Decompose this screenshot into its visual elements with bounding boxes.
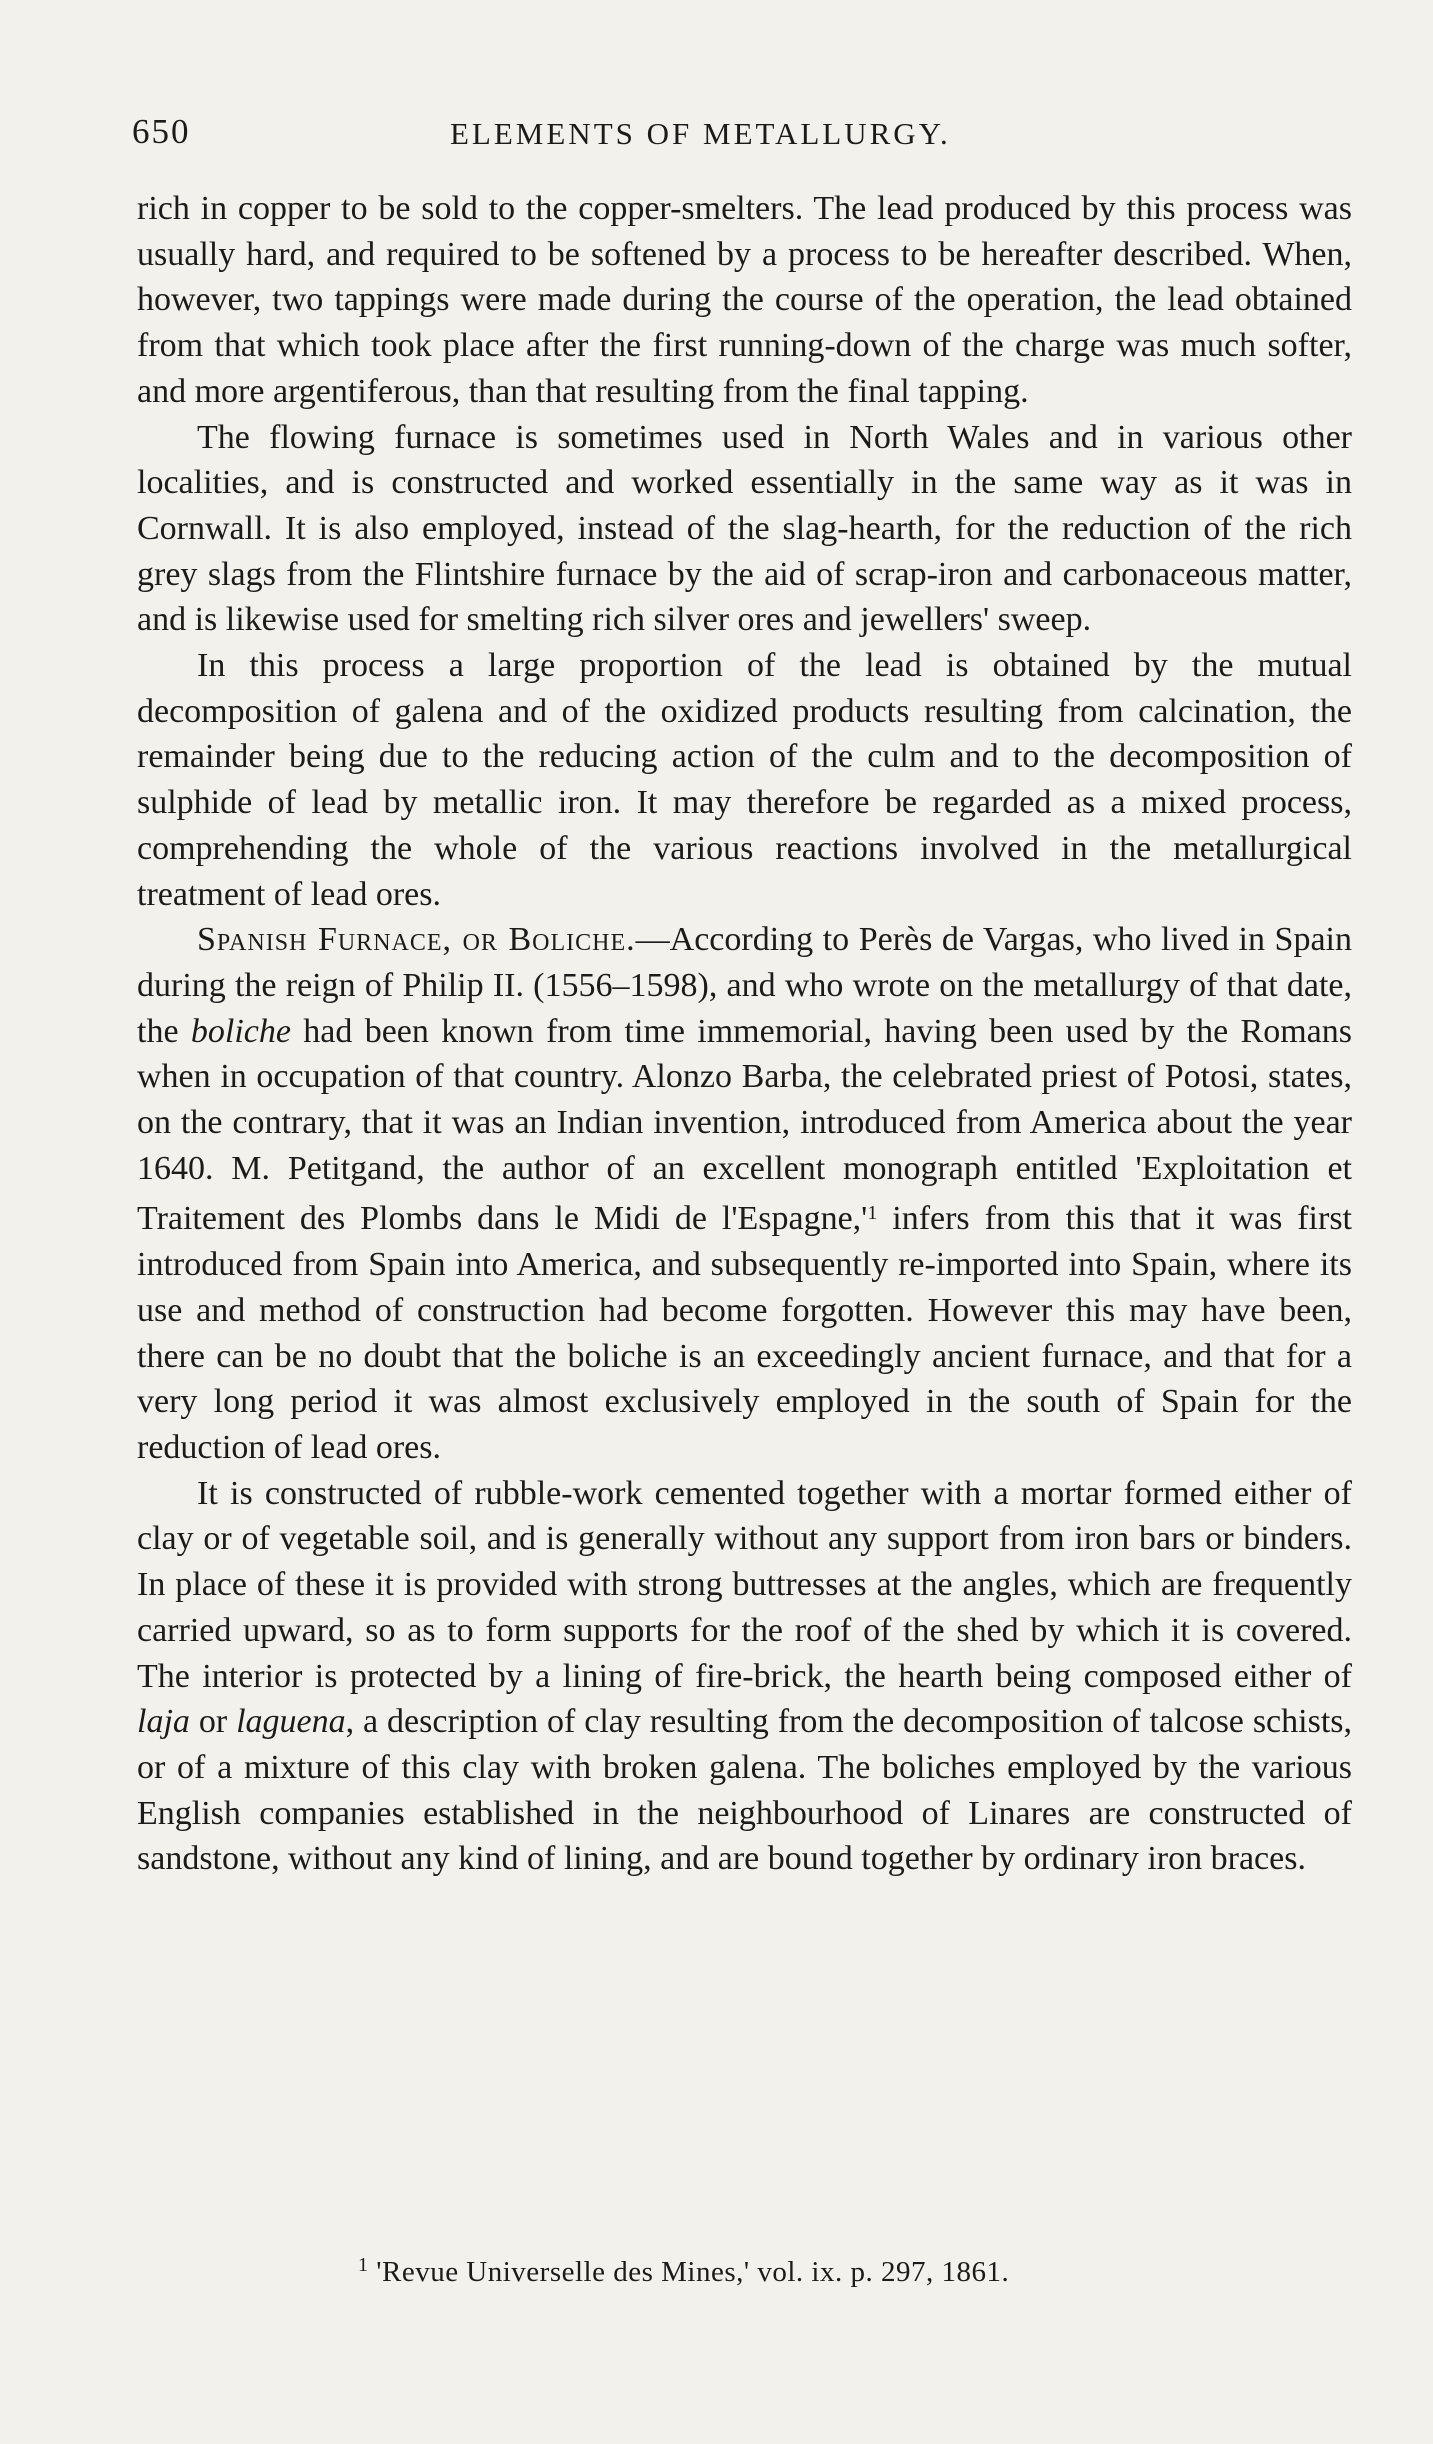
paragraph-4-text-3: infers from this that it was first introduced from Spain into America, and subsequently re-imported into Spain, where its use and method of construction had become forgotten. However this may have been, there can be no doubt that the boliche is an exceedingly ancient furnace, and that for a very long period it was almost exclusively employed in the south of Spain for the reduction of lead ores.	[137, 1200, 1353, 1466]
paragraph-4-italic-boliche: boliche	[190, 1012, 291, 1050]
page-body	[137, 186, 1352, 1882]
footnote-reference: 1	[867, 1202, 878, 1225]
section-heading: Spanish Furnace, or Boliche.	[197, 921, 636, 959]
paragraph-1: rich in copper to be sold to the copper-smelters. The lead produced by this process was usually hard, and required to be softened by a process to be hereafter described. When, however, two tappings were made during the course of the operation, the lead obtained from that which took place after the first running-down of the charge was much softer, and more argentiferous, than that resulting from the final tapping.	[137, 190, 1352, 410]
paragraph-5-italic-laguena: laguena	[236, 1703, 346, 1741]
page-header	[132, 112, 1352, 162]
paragraph-4	[137, 917, 1352, 1470]
paragraph-2: The flowing furnace is sometimes used in North Wales and in various other localities, and is constructed and worked essentially in the same way as it was in Cornwall. It is also employed, instead of the slag-hearth, for the reduction of the rich grey slags from the Flintshire furnace by the aid of scrap-iron and carbonaceous matter, and is likewise used for smelting rich silver ores and jewellers' sweep.	[137, 418, 1352, 639]
paragraph-5-text-1: It is constructed of rubble-work cemented together with a mortar formed either of clay or of vegetable soil, and is generally without any support from iron bars or binders. In place of these it is provided with strong buttresses at the angles, which are frequently carried upward, so as to form supports for the roof of the shed by which it is covered. The interior is protected by a lining of fire-brick, the hearth being composed either of	[137, 1474, 1352, 1695]
paragraph-3: In this process a large proportion of the lead is obtained by the mutual decomposition of galena and of the oxidized products resulting from calcination, the remainder being due to the reducing action of the culm and to the decomposition of sulphide of lead by metallic iron. It may therefore be regarded as a mixed process, comprehending the whole of the various reactions involved in the metallurgical treatment of lead ores.	[137, 647, 1352, 913]
paragraph-5-italic-laja: laja	[137, 1703, 190, 1741]
paragraph-5-text-3: , a description of clay resulting from the decomposition of talcose schists, or of a mixture of this clay with broken galena. The boliches employed by the various English companies established in the neighbourhood of Linares are constructed of sandstone, without any kind of lining, and are bound together by ordinary iron braces.	[137, 1703, 1352, 1878]
running-title: ELEMENTS OF METALLURGY.	[450, 116, 951, 151]
footnote-marker: 1	[358, 2254, 369, 2276]
page-number: 650	[132, 112, 191, 151]
footnote-text: 'Revue Universelle des Mines,' vol. ix. p. 297, 1861.	[368, 2256, 1010, 2288]
paragraph-5-text-2: or	[189, 1703, 237, 1741]
paragraph-4-text-1: —According to Perès de Vargas, who lived in Spain during the reign of Philip II. (1556–1598), and who wrote on the metallurgy of that date, the	[137, 921, 1352, 1050]
paragraph-5	[137, 1471, 1352, 1882]
paragraph-4-text-2: had been known from time immemorial, having been used by the Romans when in occupation of that country. Alonzo Barba, the celebrated priest of Potosi, states, on the contrary, that it was an Indian invention, introduced from America about the year 1640. M. Petitgand, the author of an excellent monograph entitled 'Exploitation et Traitement des Plombs dans le Midi de l'Espagne,'	[137, 1012, 1352, 1238]
footnote	[358, 2254, 1009, 2289]
